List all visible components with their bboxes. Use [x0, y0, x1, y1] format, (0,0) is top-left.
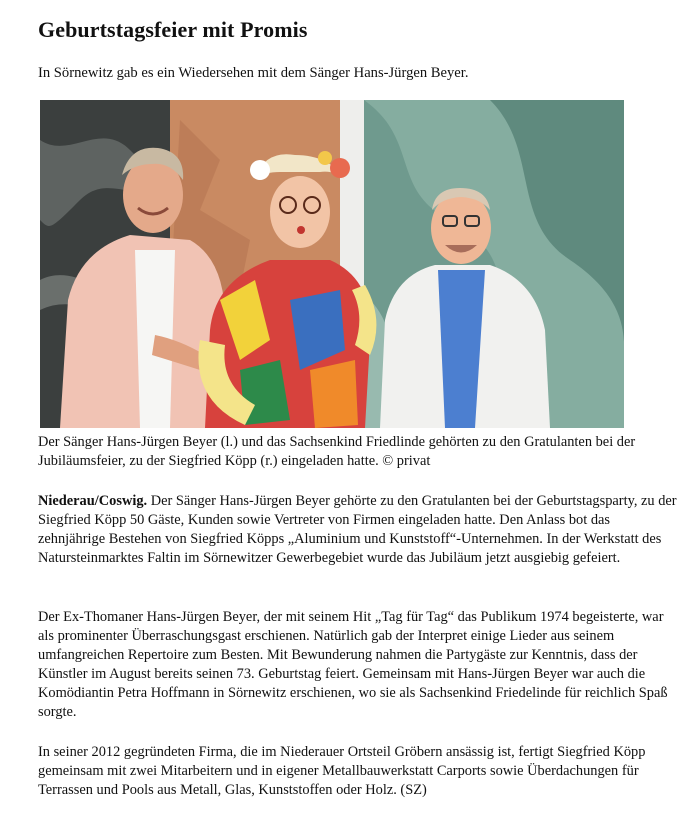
article-photo [40, 100, 624, 428]
article-teaser: In Sörnewitz gab es ein Wiedersehen mit dem Sänger Hans-Jürgen Beyer. [38, 65, 469, 81]
article-paragraph-1-text: Der Sänger Hans-Jürgen Beyer gehörte zu den Gratulanten bei der Geburtstagsparty, zu der Siegfried Köpp 50 Gäste, Kunden sowie Vertreter von Firmen eingeladen hatte. Den Anlass bot das zehnjährige Bestehen von Siegfried Köpps „Aluminium und Kunststoff“-Unternehmen. In der Werkstatt des Natursteinmarktes Faltin im Sörnewitzer Gewerbegebiet wurde das Jubiläum jetzt ausgiebig gefeiert. [38, 493, 677, 566]
article-headline: Geburtstagsfeier mit Promis [38, 17, 308, 42]
article-paragraph [38, 492, 678, 568]
article-paragraph: In seiner 2012 gegründeten Firma, die im Niederauer Ortsteil Gröbern ansässig ist, fertigt Siegfried Köpp gemeinsam mit zwei Mitarbeitern und in eigener Metallbauwerkstatt Carports sowie Überdachungen für Terrassen und Pools aus Metall, Glas, Kunststoffen oder Holz. (SZ) [38, 744, 646, 798]
article-paragraph: Der Ex-Thomaner Hans-Jürgen Beyer, der mit seinem Hit „Tag für Tag“ das Publikum 1974 begeisterte, war als prominenter Überraschungsgast erschienen. Natürlich gab der Interpret einige Lieder aus seinem umfangreichen Repertoire zum Besten. Mit Bewunderung nahmen die Partygäste zur Kenntnis, dass der Künstler im August bereits seinen 73. Geburtstag feiert. Gemeinsam mit Hans-Jürgen Beyer war auch die Komödiantin Petra Hoffmann in Sörnewitz erschienen, wo sie als Sachsenkind Friedelinde für reichlich Spaß sorgte. [38, 609, 668, 720]
article-dateline: Niederau/Coswig. [38, 493, 148, 509]
photo-caption: Der Sänger Hans-Jürgen Beyer (l.) und das Sachsenkind Friedlinde gehörten zu den Gratulanten bei der Jubiläumsfeier, zu der Siegfried Köpp (r.) eingeladen hatte. © privat [38, 434, 636, 469]
